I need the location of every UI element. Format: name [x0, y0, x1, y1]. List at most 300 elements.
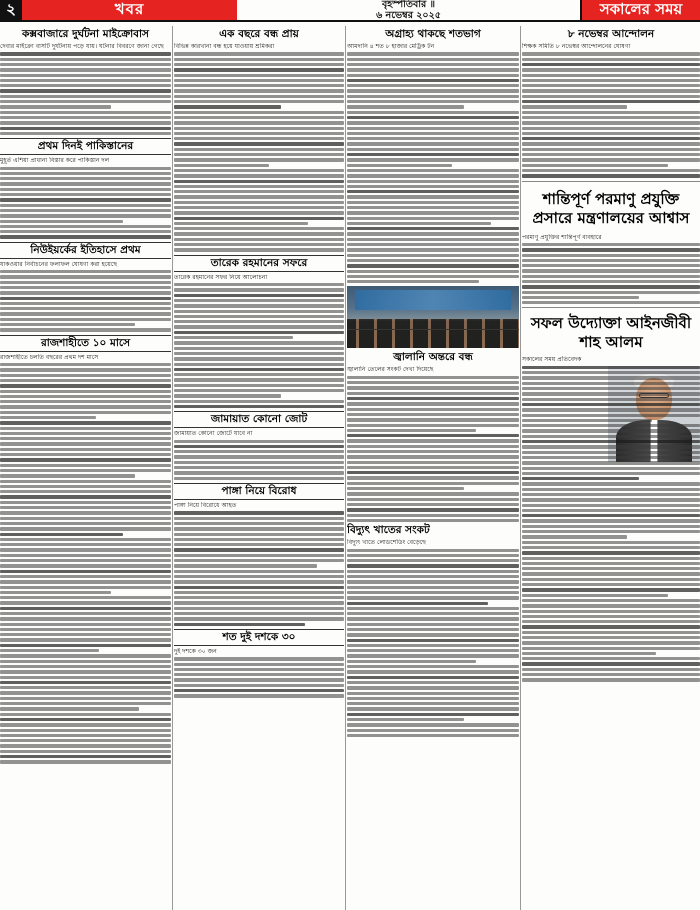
text-line	[347, 713, 519, 716]
text-line	[174, 668, 344, 671]
text-line	[0, 58, 171, 61]
text-line	[174, 315, 344, 318]
text-line	[0, 506, 171, 509]
text-line	[0, 744, 171, 747]
text-line	[0, 198, 171, 201]
text-line	[347, 549, 519, 552]
article-body	[347, 366, 519, 522]
text-line	[522, 631, 700, 634]
text-line	[347, 52, 519, 55]
text-line	[522, 243, 700, 246]
text-line	[0, 63, 171, 66]
text-line	[522, 530, 700, 533]
headline: প্রথম দিনই পাকিস্তানের	[0, 138, 171, 155]
article-body	[0, 261, 171, 332]
dateline	[237, 0, 580, 20]
text-line	[0, 132, 171, 135]
text-line	[0, 501, 171, 504]
headline: জামায়াত কোনো জোট	[174, 411, 344, 428]
text-line	[174, 336, 293, 339]
text-line	[522, 525, 700, 528]
text-line	[522, 280, 700, 283]
text-line	[174, 283, 344, 286]
text-line	[0, 527, 171, 530]
text-line	[174, 158, 344, 161]
divider	[522, 181, 700, 182]
text-line	[174, 195, 344, 198]
text-line	[522, 519, 700, 522]
text-line	[522, 285, 700, 288]
text-line	[174, 299, 344, 302]
text-line	[347, 227, 519, 230]
text-line	[522, 371, 700, 374]
text-line	[174, 596, 344, 599]
text-line	[522, 79, 700, 82]
text-line	[0, 511, 171, 514]
text-line	[0, 586, 171, 589]
text-line	[174, 527, 344, 530]
text-line	[0, 686, 171, 689]
text-line	[347, 487, 464, 490]
text-line	[174, 373, 344, 376]
text-line	[347, 164, 452, 167]
headline: তারেক রহমানের সফরে	[174, 255, 344, 272]
text-line	[347, 554, 519, 557]
text-line	[0, 230, 171, 233]
weekday: বৃহস্পতিবার ॥	[382, 0, 435, 10]
text-line	[347, 217, 519, 220]
text-line	[0, 702, 171, 705]
text-line	[0, 405, 171, 408]
text-line	[174, 689, 344, 692]
text-line	[0, 432, 171, 435]
text-line	[522, 414, 700, 417]
text-line	[0, 209, 171, 212]
headline: জ্বালানি অন্তরে বন্ধ	[393, 351, 473, 364]
text-line	[347, 397, 519, 400]
text-line	[347, 718, 464, 721]
text-line	[522, 264, 700, 267]
text-line	[347, 392, 519, 395]
text-line	[0, 427, 171, 430]
text-line	[174, 74, 344, 77]
article-body	[0, 354, 171, 764]
text-line	[347, 607, 519, 610]
text-line	[522, 493, 700, 496]
text-line	[0, 291, 171, 294]
text-line	[522, 636, 700, 639]
article-byline: সকালের সময় প্রতিবেদক	[522, 356, 582, 364]
text-line	[347, 707, 519, 710]
text-line	[347, 482, 519, 485]
article-body	[522, 356, 700, 681]
text-line	[347, 424, 519, 427]
text-line	[0, 485, 171, 488]
text-line	[347, 116, 519, 119]
text-line	[174, 116, 344, 119]
text-line	[347, 503, 519, 506]
text-line	[522, 620, 700, 623]
article-lead: জ্বালানি তেলের সংকট দেখা দিয়েছে	[347, 366, 434, 374]
text-line	[347, 692, 519, 695]
text-line	[0, 363, 171, 366]
text-line	[174, 477, 344, 480]
text-line	[174, 294, 344, 297]
text-line	[347, 174, 519, 177]
text-line	[522, 259, 700, 262]
article-lead: দুই দশকে ৩০ জন	[174, 647, 217, 655]
text-line	[174, 142, 344, 145]
text-line	[0, 723, 171, 726]
text-line	[0, 270, 171, 273]
text-line	[0, 442, 171, 445]
article-lead: রাজশাহীতে চলতি বছরের প্রথম দশ মাসে	[0, 353, 99, 361]
column-rule	[172, 26, 173, 910]
text-line	[522, 392, 700, 395]
text-line	[0, 649, 99, 652]
text-line	[0, 225, 171, 228]
text-line	[174, 554, 344, 557]
text-line	[174, 95, 344, 98]
text-line	[347, 275, 519, 278]
text-line	[347, 248, 519, 251]
text-line	[0, 580, 171, 583]
text-line	[0, 554, 171, 557]
text-line	[0, 697, 171, 700]
text-line	[347, 681, 519, 684]
text-line	[347, 639, 519, 642]
text-line	[0, 548, 171, 551]
text-line	[0, 172, 171, 175]
text-line	[174, 612, 344, 615]
text-line	[0, 105, 111, 108]
text-line	[0, 750, 171, 753]
text-line	[347, 686, 519, 689]
text-line	[174, 58, 344, 61]
text-line	[174, 288, 344, 291]
article-body	[174, 430, 344, 480]
text-line	[174, 450, 344, 453]
text-line	[0, 416, 96, 419]
text-line	[0, 275, 171, 278]
text-line	[0, 628, 171, 631]
text-line	[174, 63, 344, 66]
text-line	[347, 612, 519, 615]
text-line	[522, 451, 700, 454]
text-line	[522, 58, 700, 61]
text-line	[347, 74, 519, 77]
text-line	[522, 482, 700, 485]
text-line	[174, 445, 344, 448]
text-line	[347, 564, 519, 567]
meeting-photo	[347, 286, 519, 348]
text-line	[522, 403, 700, 406]
text-line	[347, 498, 519, 501]
text-line	[0, 660, 171, 663]
text-line	[0, 411, 171, 414]
text-line	[0, 79, 171, 82]
text-line	[0, 729, 171, 732]
text-line	[347, 617, 519, 620]
text-line	[0, 95, 171, 98]
text-line	[347, 596, 519, 599]
text-line	[0, 760, 171, 763]
text-line	[347, 137, 519, 140]
text-line	[522, 296, 639, 299]
text-line	[522, 504, 700, 507]
text-line	[174, 190, 344, 193]
text-line	[522, 514, 700, 517]
text-line	[0, 328, 171, 331]
text-line	[174, 137, 344, 140]
text-line	[522, 68, 700, 71]
text-line	[0, 538, 171, 541]
text-line	[522, 269, 700, 272]
text-line	[0, 665, 171, 668]
text-line	[174, 400, 344, 403]
text-line	[522, 89, 700, 92]
article-lead: আমদানি ৪ শত ৮ হাজার মেট্রিক টন	[347, 43, 435, 50]
text-line	[0, 495, 171, 498]
text-line	[347, 381, 519, 384]
text-line	[174, 222, 308, 225]
text-line	[0, 448, 171, 451]
text-line	[347, 79, 519, 82]
text-line	[347, 153, 519, 156]
article-body	[347, 43, 519, 283]
text-line	[522, 95, 700, 98]
text-line	[174, 248, 344, 251]
text-line	[174, 211, 344, 214]
text-line	[0, 633, 171, 636]
text-line	[347, 514, 519, 517]
text-line	[347, 142, 519, 145]
headline-large: সফল উদ্যোক্তা আইনজীবী শাহ আলম	[530, 314, 692, 352]
text-line	[174, 466, 344, 469]
text-line	[174, 169, 344, 172]
text-line	[522, 174, 700, 177]
column-rule	[520, 26, 521, 910]
text-line	[174, 320, 344, 323]
text-line	[347, 280, 479, 283]
text-line	[0, 182, 171, 185]
text-line	[522, 275, 700, 278]
text-line	[347, 559, 519, 562]
text-line	[0, 676, 171, 679]
text-line	[522, 498, 700, 501]
text-line	[522, 116, 700, 119]
headline: শত দুই দশকে ৩০	[174, 629, 344, 646]
text-line	[0, 395, 171, 398]
text-line	[0, 734, 171, 737]
text-line	[347, 434, 519, 437]
text-line	[0, 601, 171, 604]
text-line	[522, 429, 700, 432]
text-line	[347, 734, 519, 737]
text-line	[347, 575, 519, 578]
text-line	[0, 323, 135, 326]
text-line	[0, 89, 171, 92]
text-line	[0, 559, 171, 562]
text-line	[347, 180, 519, 183]
text-line	[174, 121, 344, 124]
text-line	[522, 164, 668, 167]
text-line	[347, 508, 519, 511]
text-line	[0, 297, 171, 300]
text-line	[0, 591, 111, 594]
text-line	[522, 63, 700, 66]
text-line	[174, 304, 344, 307]
text-line	[522, 557, 700, 560]
text-line	[0, 318, 171, 321]
text-line	[347, 190, 519, 193]
text-line	[174, 678, 344, 681]
text-line	[174, 68, 344, 71]
text-line	[522, 52, 700, 55]
text-line	[522, 509, 700, 512]
text-line	[0, 188, 171, 191]
text-line	[522, 376, 700, 379]
text-line	[522, 657, 700, 660]
text-line	[347, 185, 519, 188]
text-line	[522, 572, 700, 575]
text-line	[347, 84, 519, 87]
article-lead: বিভিন্ন কারখানা বন্ধ হয়ে যাওয়ায় শ্রমিকরা	[174, 43, 275, 50]
text-line	[0, 644, 171, 647]
text-line	[347, 63, 519, 66]
text-line	[347, 466, 519, 469]
text-line	[174, 105, 281, 108]
text-line	[347, 633, 519, 636]
text-line	[347, 264, 519, 267]
text-line	[347, 697, 519, 700]
text-line	[174, 357, 344, 360]
column-4	[522, 26, 700, 910]
text-line	[522, 668, 700, 671]
text-line	[347, 148, 519, 151]
text-line	[174, 148, 344, 151]
headline-large: শান্তিপূর্ণ পরমাণু প্রযুক্তি প্রসারে মন্ত্রণালয়ের আশ্বাস	[532, 189, 690, 227]
text-line	[174, 100, 344, 103]
text-line	[0, 453, 171, 456]
text-line	[522, 248, 700, 251]
text-line	[347, 654, 519, 657]
text-line	[174, 389, 344, 392]
text-line	[522, 398, 700, 401]
text-line	[0, 638, 171, 641]
text-line	[347, 450, 519, 453]
text-line	[174, 84, 344, 87]
article-lead: মুহূর্ত এশিয়া প্রাধান্য বিস্তার করে পাকিস্তান দল	[0, 157, 110, 165]
text-line	[347, 195, 519, 198]
text-line	[174, 543, 344, 546]
text-line	[522, 647, 700, 650]
text-line	[522, 567, 700, 570]
text-line	[0, 421, 171, 424]
text-line	[347, 232, 519, 235]
text-line	[522, 662, 700, 665]
text-line	[347, 121, 519, 124]
text-line	[0, 214, 171, 217]
text-line	[522, 148, 700, 151]
text-line	[174, 623, 305, 626]
text-line	[0, 204, 171, 207]
text-line	[174, 601, 344, 604]
text-line	[0, 384, 171, 387]
article-lead: শিক্ষক সমিতি ৮ নভেম্বর আন্দোলনের ঘোষণা	[522, 43, 631, 50]
text-line	[522, 387, 700, 390]
text-line	[174, 586, 344, 589]
text-line	[0, 116, 171, 119]
text-line	[522, 424, 700, 427]
article-body	[522, 234, 700, 305]
text-line	[0, 307, 171, 310]
text-line	[347, 206, 519, 209]
text-line	[0, 654, 171, 657]
text-line	[347, 660, 476, 663]
text-line	[347, 105, 464, 108]
text-line	[522, 461, 700, 464]
text-line	[522, 419, 652, 422]
text-line	[0, 127, 171, 130]
headline: কক্সবাজারে দুর্ঘটনা মাইক্রোবাস	[22, 28, 149, 40]
text-line	[522, 604, 700, 607]
text-line	[174, 52, 344, 55]
text-line	[347, 413, 519, 416]
text-line	[522, 445, 700, 448]
text-line	[347, 58, 519, 61]
text-line	[0, 464, 171, 467]
text-line	[174, 132, 344, 135]
text-line	[347, 201, 519, 204]
text-line	[0, 612, 171, 615]
text-line	[347, 169, 519, 172]
text-line	[174, 591, 344, 594]
text-line	[522, 578, 700, 581]
text-line	[347, 670, 519, 673]
text-line	[347, 519, 519, 522]
text-line	[0, 368, 171, 371]
article-lead: দেবার মাইক্রো বাসটি দুর্ঘটনায় পড়ে যায়। ঘটনার বিবরণে জানা গেছে	[0, 43, 164, 50]
text-line	[174, 243, 344, 246]
text-line	[522, 158, 700, 161]
text-line	[0, 490, 171, 493]
article-lead: পাঙ্গা নিয়ে বিরোধে আহত	[174, 501, 237, 509]
text-line	[0, 596, 171, 599]
text-line	[174, 368, 344, 371]
text-line	[174, 559, 344, 562]
text-line	[0, 570, 171, 573]
article-lead: যাকওয়ার নির্বাচনের ফলাফল ঘোষণা করা হয়েছে	[0, 260, 118, 268]
masthead	[0, 0, 700, 22]
text-line	[0, 691, 171, 694]
text-line	[522, 105, 627, 108]
text-line	[522, 169, 700, 172]
text-line	[347, 418, 519, 421]
text-line	[347, 702, 519, 705]
text-line	[347, 676, 519, 679]
text-line	[0, 220, 123, 223]
text-line	[522, 546, 700, 549]
text-line	[347, 723, 519, 726]
text-line	[522, 594, 668, 597]
article-body	[0, 157, 171, 239]
text-line	[522, 111, 700, 114]
text-line	[522, 127, 700, 130]
text-line	[0, 177, 171, 180]
text-line	[522, 652, 656, 655]
text-line	[522, 382, 700, 385]
